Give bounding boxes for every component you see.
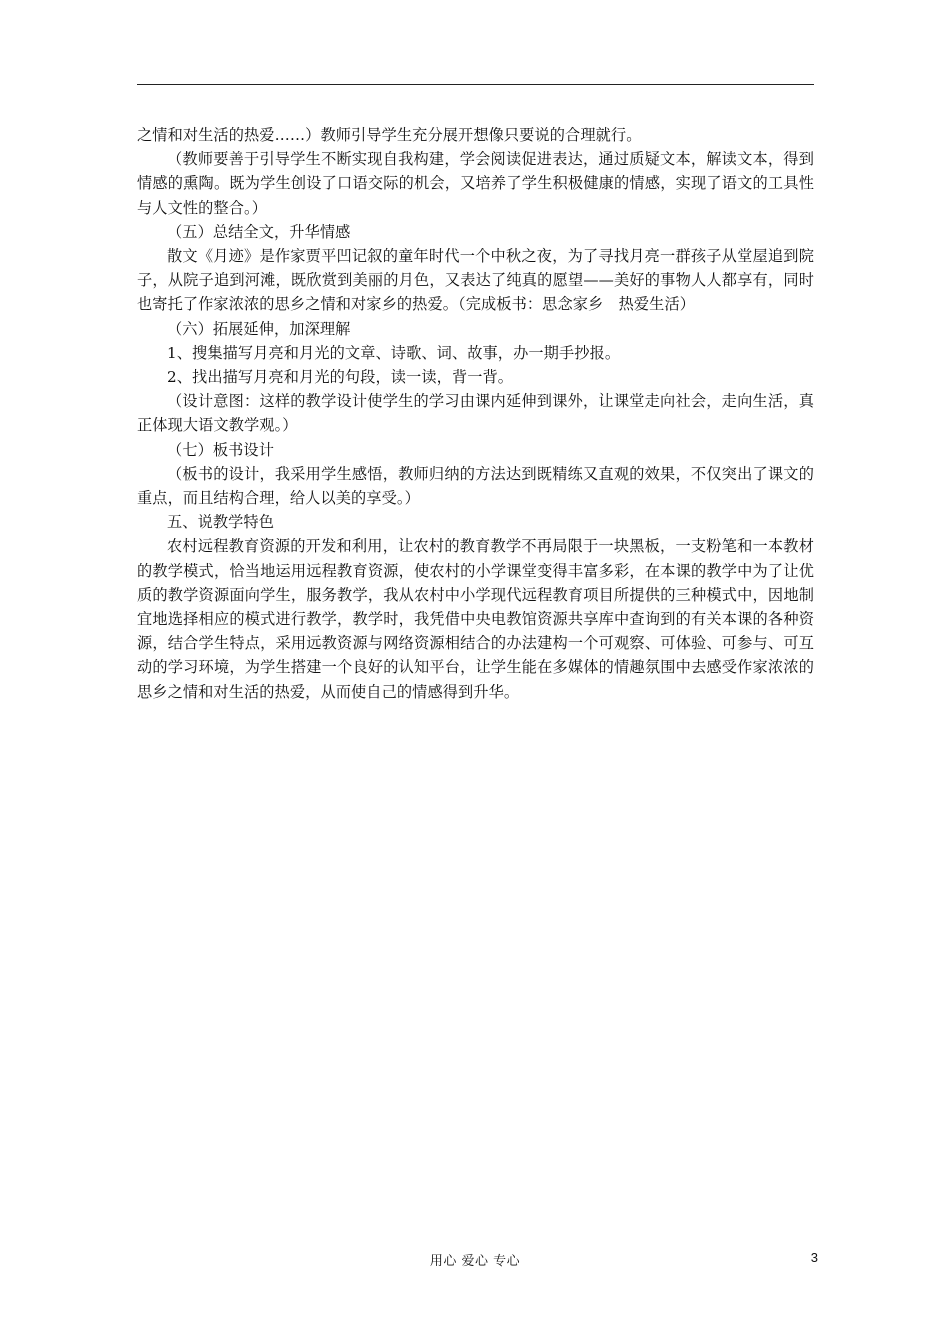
section-heading-summary: （五）总结全文，升华情感 (167, 222, 351, 241)
section-heading-features: 五、说教学特色 (167, 513, 275, 532)
section-heading-extension: （六）拓展延伸，加深理解 (167, 319, 351, 338)
header-rule (137, 84, 814, 85)
footer-slogan: 用心 爱心 专心 (429, 1254, 521, 1269)
paragraph-teacher-note: （教师要善于引导学生不断实现自我构建，学会阅读促进表达，通过质疑文本，解读文本，得到情感的熏陶。既为学生创设了口语交际的机会，又培养了学生积极健康的情感，实现了语文的工具性与人文性的整合。） (137, 150, 814, 217)
paragraph-features: 农村远程教育资源的开发和利用，让农村的教育教学不再局限于一块黑板，一支粉笔和一本教材的教学模式，恰当地运用远程教育资源，使农村的小学课堂变得丰富多彩，在本课的教学中为了让优质的教学资源面向学生，服务教学，我从农村中小学现代远程教育项目所提供的三种模式中，因地制宜地选择相应的模式进行教学，教学时，我凭借中央电教馆资源共享库中查询到的有关本课的各种资源，结合学生特点，采用远教资源与网络资源相结合的办法建构一个可观察、可体验、可参与、可互动的学习环境，为学生搭建一个良好的认知平台，让学生能在多媒体的情趣氛围中去感受作家浓浓的思乡之情和对生活的热爱，从而使自己的情感得到升华。 (137, 537, 814, 701)
section-heading-board-design: （七）板书设计 (167, 440, 275, 459)
paragraph-continuation: 之情和对生活的热爱……）教师引导学生充分展开想像只要说的合理就行。 (137, 126, 642, 144)
document-body (137, 123, 814, 704)
paragraph-summary: 散文《月迹》是作家贾平凹记叙的童年时代一个中秋之夜，为了寻找月亮一群孩子从堂屋追到院子，从院子追到河滩，既欣赏到美丽的月色，又表达了纯真的愿望——美好的事物人人都享有，同时也寄托了作家浓浓的思乡之情和对家乡的热爱。（完成板书：思念家乡 热爱生活） (137, 247, 814, 314)
page-footer (0, 1250, 950, 1270)
list-item-1: 1、搜集描写月亮和月光的文章、诗歌、词、故事，办一期手抄报。 (167, 343, 621, 362)
paragraph-design-intent: （设计意图：这样的教学设计使学生的学习由课内延伸到课外，让课堂走向社会，走向生活，真正体现大语文教学观。） (137, 392, 814, 435)
paragraph-board-design: （板书的设计，我采用学生感悟，教师归纳的方法达到既精练又直观的效果，不仅突出了课文的重点，而且结构合理，给人以美的享受。） (137, 464, 814, 508)
page-number: 3 (810, 1250, 818, 1265)
list-item-2: 2、找出描写月亮和月光的句段，读一读，背一背。 (167, 368, 514, 387)
